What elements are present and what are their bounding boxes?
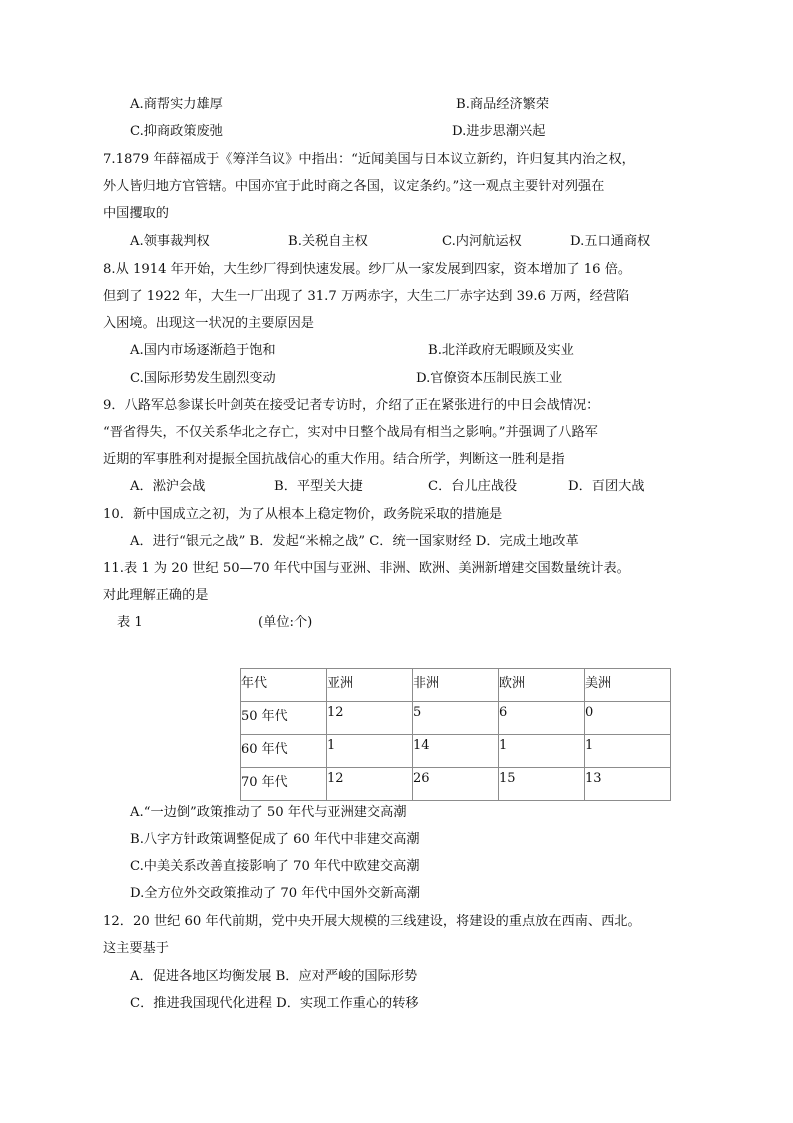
- q7-stem-line-3: 中国攫取的: [103, 206, 169, 221]
- table-cell: 15: [499, 768, 585, 801]
- table-cell: 1: [327, 735, 413, 768]
- table-cell: 5: [413, 702, 499, 735]
- q9-stem-line-2: “晋省得失，不仅关系华北之存亡，实对中日整个战局有相当之影响。”并强调了八路军: [103, 425, 598, 440]
- q12-options-cd: C．推进我国现代化进程 D．实现工作重心的转移: [130, 996, 419, 1011]
- table-header-row: [241, 669, 671, 702]
- table-cell: 60 年代: [241, 735, 327, 768]
- table-cell: 12: [327, 702, 413, 735]
- q11-stem-line-1: 11.表 1 为 20 世纪 50—70 年代中国与亚洲、非洲、欧洲、美洲新增建交国数量统计表。: [103, 561, 630, 576]
- q7-option-a: A.领事裁判权: [130, 234, 210, 249]
- table-cell: 14: [413, 735, 499, 768]
- table-row: [241, 768, 671, 801]
- q6-option-a: A.商帮实力雄厚: [130, 97, 223, 112]
- q9-option-c: C．台儿庄战役: [428, 479, 518, 494]
- table-row: [241, 735, 671, 768]
- table-cell: 26: [413, 768, 499, 801]
- q9-option-b: B．平型关大捷: [274, 479, 363, 494]
- q6-option-b: B.商品经济繁荣: [456, 97, 550, 112]
- q9-stem-line-3: 近期的军事胜利对提振全国抗战信心的重大作用。结合所学，判断这一胜利是指: [103, 452, 565, 467]
- q8-option-a: A.国内市场逐渐趋于饱和: [130, 343, 276, 358]
- q7-stem-line-1: 7.1879 年薛福成于《筹洋刍议》中指出：“近闻美国与日本议立新约，许归复其内治之权，: [103, 152, 635, 167]
- q6-option-d: D.进步思潮兴起: [452, 124, 546, 139]
- table-header-cell: 非洲: [413, 669, 499, 702]
- q11-option-b: B.八字方针政策调整促成了 60 年代中非建交高潮: [130, 832, 420, 847]
- q11-option-c: C.中美关系改善直接影响了 70 年代中欧建交高潮: [130, 859, 420, 874]
- table-cell: 0: [585, 702, 671, 735]
- statistics-table: [240, 668, 671, 801]
- table-header-cell: 年代: [241, 669, 327, 702]
- q7-stem-line-2: 外人皆归地方官管辖。中国亦宜于此时商之各国，议定条约。”这一观点主要针对列强在: [103, 179, 605, 194]
- table-header-cell: 亚洲: [327, 669, 413, 702]
- table-cell: 1: [499, 735, 585, 768]
- unit-label: (单位:个): [258, 615, 313, 630]
- q6-option-c: C.抑商政策废弛: [130, 124, 223, 139]
- table-label: 表 1: [117, 615, 143, 630]
- q8-stem-line-1: 8.从 1914 年开始，大生纱厂得到快速发展。纱厂从一家发展到四家，资本增加了 16 倍。: [103, 262, 632, 277]
- table-header-cell: 美洲: [585, 669, 671, 702]
- q7-option-c: C.内河航运权: [442, 234, 522, 249]
- q8-option-b: B.北洋政府无暇顾及实业: [428, 343, 574, 358]
- q10-stem: 10．新中国成立之初，为了从根本上稳定物价，政务院采取的措施是: [103, 507, 503, 522]
- q7-option-d: D.五口通商权: [570, 234, 651, 249]
- q7-option-b: B.关税自主权: [288, 234, 368, 249]
- q11-stem-line-2: 对此理解正确的是: [103, 588, 209, 603]
- q11-option-a: A.“一边倒”政策推动了 50 年代与亚洲建交高潮: [130, 805, 407, 820]
- table-row: [241, 702, 671, 735]
- table-cell: 13: [585, 768, 671, 801]
- q12-options-ab: A．促进各地区均衡发展 B．应对严峻的国际形势: [130, 969, 418, 984]
- table-cell: 1: [585, 735, 671, 768]
- q9-option-a: A．淞沪会战: [130, 479, 206, 494]
- q12-stem-line-1: 12．20 世纪 60 年代前期，党中央开展大规模的三线建设，将建设的重点放在西南、西北。: [103, 914, 641, 929]
- q8-option-c: C.国际形势发生剧烈变动: [130, 371, 276, 386]
- q9-stem-line-1: 9．八路军总参谋长叶剑英在接受记者专访时，介绍了正在紧张进行的中日会战情况：: [103, 398, 600, 413]
- table-header-cell: 欧洲: [499, 669, 585, 702]
- q12-stem-line-2: 这主要基于: [103, 941, 169, 956]
- table-cell: 50 年代: [241, 702, 327, 735]
- q9-option-d: D．百团大战: [568, 479, 645, 494]
- table-cell: 12: [327, 768, 413, 801]
- q8-stem-line-2: 但到了 1922 年，大生一厂出现了 31.7 万两赤字，大生二厂赤字达到 39.6 万两，经营陷: [103, 289, 630, 304]
- q8-stem-line-3: 入困境。出现这一状况的主要原因是: [103, 316, 314, 331]
- table-cell: 6: [499, 702, 585, 735]
- q8-option-d: D.官僚资本压制民族工业: [416, 371, 563, 386]
- q11-option-d: D.全方位外交政策推动了 70 年代中国外交新高潮: [130, 886, 421, 901]
- table-cell: 70 年代: [241, 768, 327, 801]
- q10-options: A．进行“银元之战” B．发起“米棉之战” C．统一国家财经 D．完成土地改革: [130, 534, 579, 549]
